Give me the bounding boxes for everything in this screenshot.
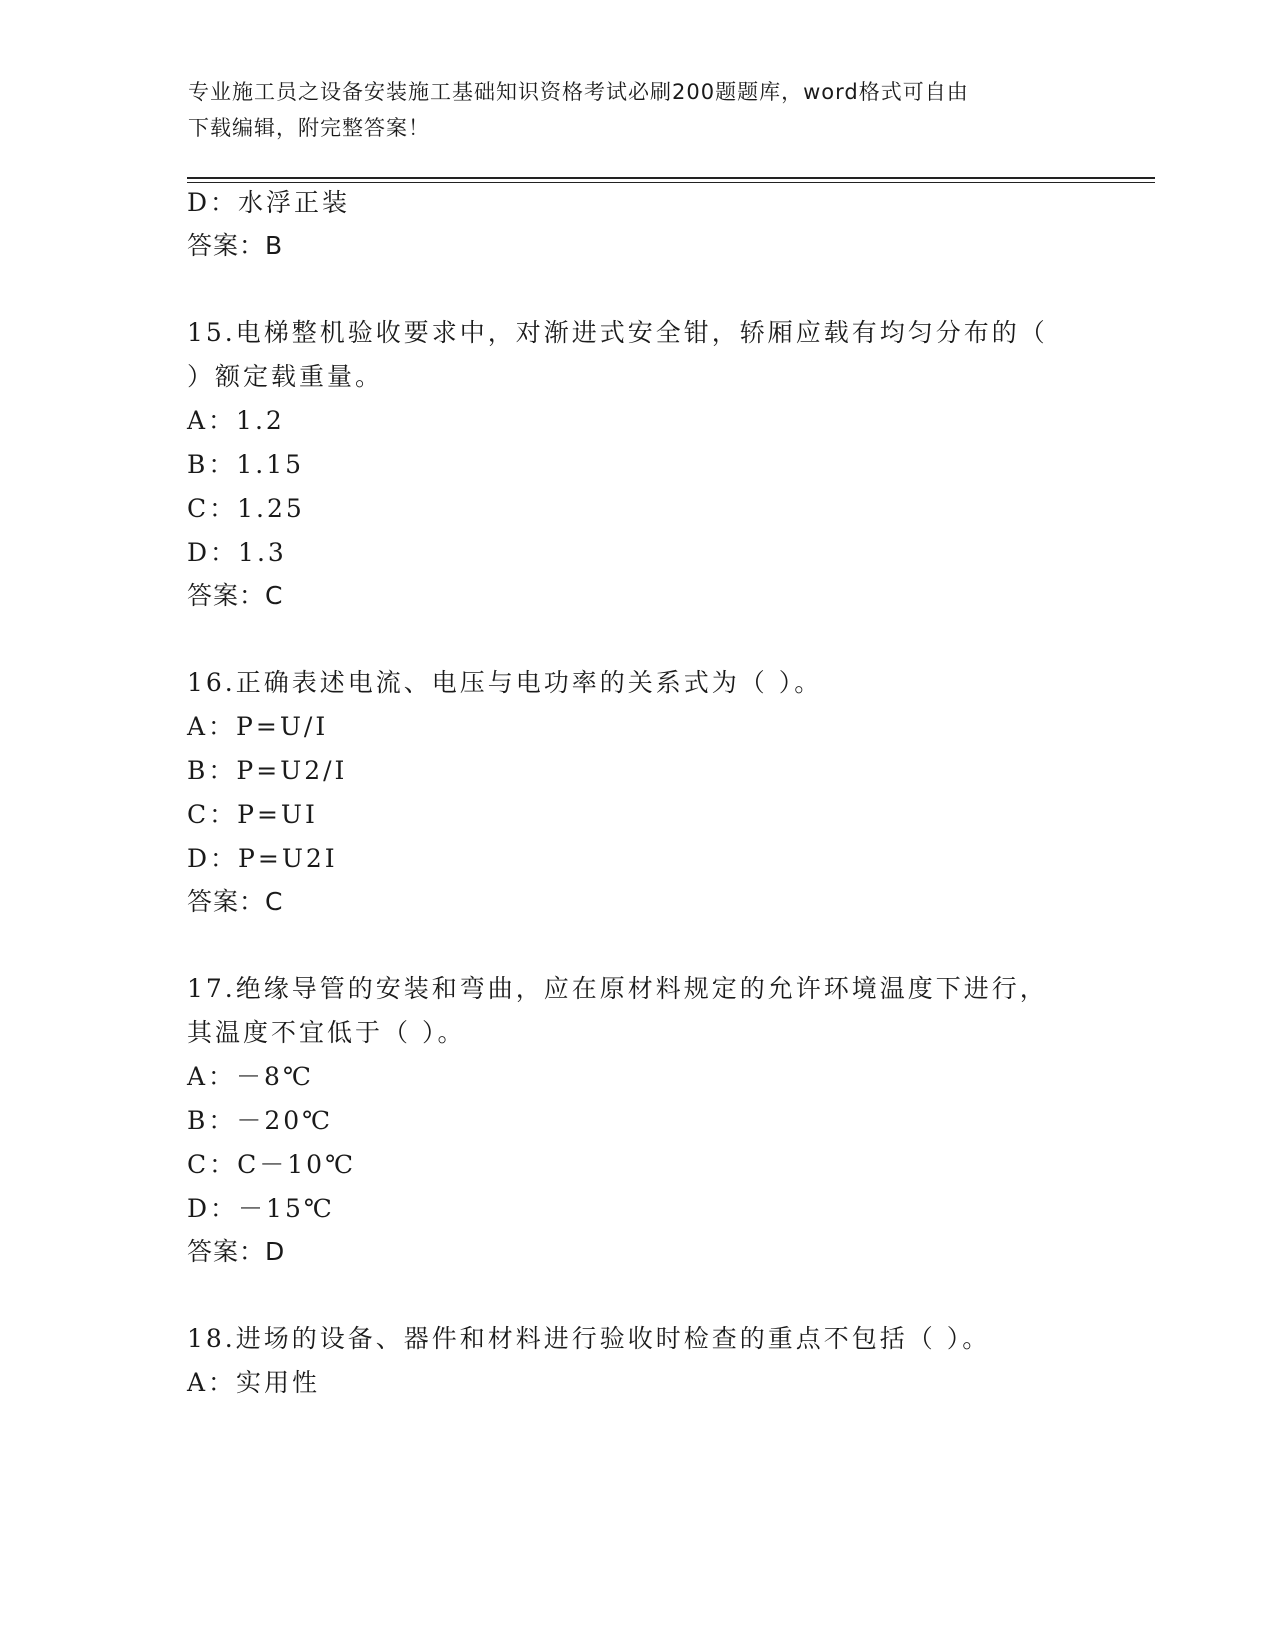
- option-a: A：P=U/I: [187, 712, 329, 741]
- option-c: C：C－10℃: [187, 1150, 357, 1179]
- option-b: B：－20℃: [187, 1106, 334, 1135]
- header-line-1: 专业施工员之设备安装施工基础知识资格考试必刷200题题库，word格式可自由: [188, 80, 969, 104]
- option-b: B：P=U2/I: [187, 756, 348, 785]
- option-d: D：－15℃: [187, 1194, 335, 1223]
- answer-line: 答案：C: [187, 581, 284, 610]
- header-line-2: 下载编辑，附完整答案！: [188, 116, 430, 140]
- option-d: D：P=U2I: [187, 844, 338, 873]
- question-stem-continued: 其温度不宜低于（ ）。: [187, 1018, 466, 1047]
- option-d: D：水浮正装: [187, 188, 351, 217]
- answer-line: 答案：D: [187, 1237, 286, 1266]
- option-c: C：P=UI: [187, 800, 318, 829]
- option-a: A：实用性: [187, 1368, 321, 1397]
- question-stem: 15.电梯整机验收要求中，对渐进式安全钳，轿厢应载有均匀分布的（: [187, 318, 1048, 347]
- option-b: B：1.15: [187, 450, 305, 479]
- answer-line: 答案：C: [187, 887, 284, 916]
- answer-line: 答案：B: [187, 231, 284, 260]
- question-stem: 16.正确表述电流、电压与电功率的关系式为（ ）。: [187, 668, 823, 697]
- option-c: C：1.25: [187, 494, 305, 523]
- question-stem: 17.绝缘导管的安装和弯曲，应在原材料规定的允许环境温度下进行，: [187, 974, 1048, 1003]
- header-divider: [187, 177, 1155, 179]
- option-a: A：－8℃: [187, 1062, 314, 1091]
- option-d: D：1.3: [187, 538, 287, 567]
- document-header: [188, 74, 1068, 146]
- question-stem: 18.进场的设备、器件和材料进行验收时检查的重点不包括（ ）。: [187, 1324, 991, 1353]
- question-stem-continued: ）额定载重量。: [187, 362, 384, 391]
- option-a: A：1.2: [187, 406, 285, 435]
- header-divider-thin: [187, 182, 1155, 183]
